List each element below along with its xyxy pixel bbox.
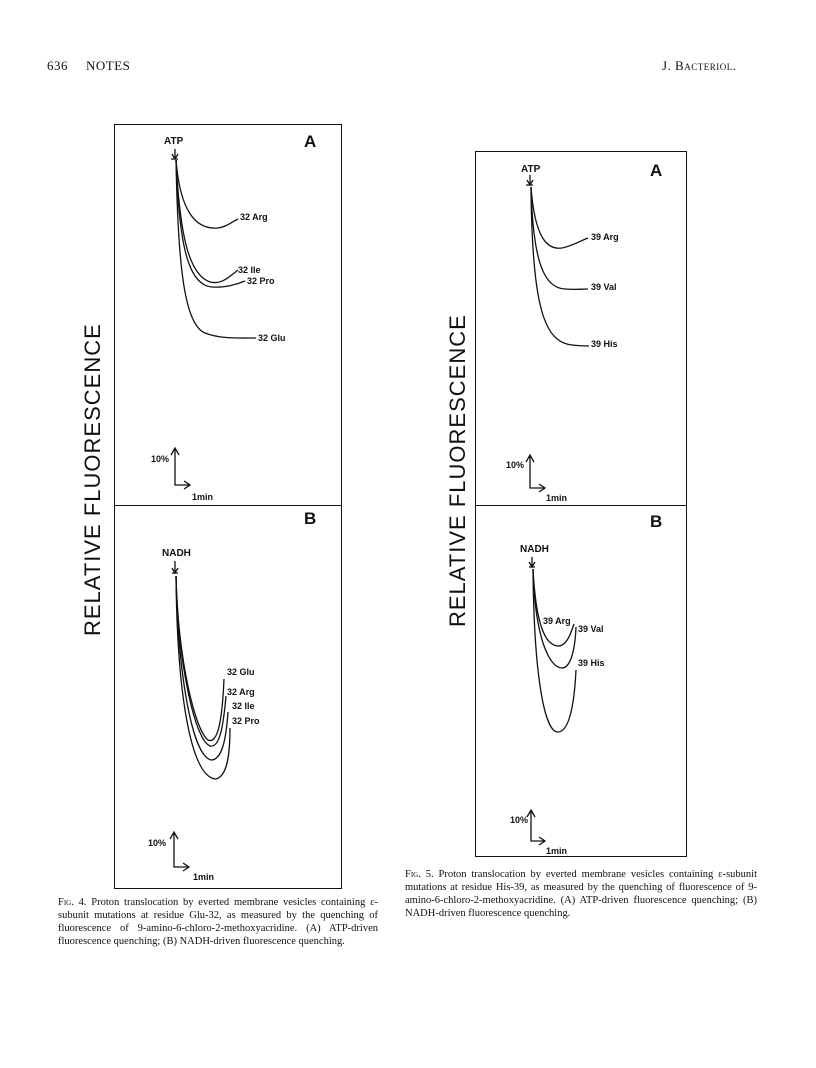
fig4-panel-b-letter: B	[304, 509, 317, 528]
fig5-b-trace	[533, 569, 574, 646]
fig5-b-trigger-arrow	[529, 557, 535, 567]
fig5-b-trigger-label: NADH	[520, 544, 549, 555]
fig4-b-trigger-label: NADH	[162, 548, 191, 559]
fig5-b-scale-x-label: 1min	[546, 846, 568, 856]
fig4-a-trigger-label: ATP	[164, 136, 184, 147]
fig5-caption-text: Proton translocation by everted membrane vesicles containing ε-subunit mutations at residue His-39, as measured by the quenching of fluorescence of 9-amino-6-chloro-2-methoxyacridine. (A) ATP-driven fluorescence quenching; (B) NADH-driven fluorescence quenching.	[405, 869, 757, 919]
fig5-a-curve-label: 39 Val	[591, 282, 617, 292]
fig5-caption	[405, 868, 757, 920]
fig4-a-curve-label: 32 Glu	[258, 333, 286, 343]
fig4-b-curve-label: 32 Glu	[227, 667, 255, 677]
fig5-a-trace	[531, 187, 588, 248]
fig4-a-curve-label: 32 Ile	[238, 265, 261, 275]
fig5-caption-label: Fig. 5.	[405, 869, 434, 880]
fig5-b-curve-label: 39 Val	[578, 624, 604, 634]
fig5-b-curve-label: 39 Arg	[543, 616, 571, 626]
fig5-a-trace	[531, 187, 588, 289]
fig4-y-axis-label: RELATIVE FLUORESCENCE	[80, 323, 105, 636]
fig5-a-scale-bar	[526, 455, 545, 492]
section-title: NOTES	[86, 58, 131, 73]
fig4-b-curve-label: 32 Ile	[232, 701, 255, 711]
fig4-caption-label: Fig. 4.	[58, 897, 87, 908]
fig4-a-curve-label: 32 Pro	[247, 276, 275, 286]
fig5-a-scale-y-label: 10%	[506, 460, 525, 470]
fig4-b-curve-label: 32 Arg	[227, 687, 255, 697]
fig5-a-curve-label: 39 Arg	[591, 232, 619, 242]
fig4-panel-a-letter: A	[304, 132, 317, 151]
page-number: 636	[47, 58, 68, 73]
fig4-a-scale-y-label: 10%	[151, 454, 170, 464]
journal-title: J. Bacteriol.	[662, 58, 737, 73]
fig4-b-curve-label: 32 Pro	[232, 716, 260, 726]
fig4-a-scale-x-label: 1min	[192, 492, 214, 502]
fig5-a-trace	[531, 187, 589, 346]
fig5-y-axis-label: RELATIVE FLUORESCENCE	[445, 314, 470, 627]
fig5-a-trigger-label: ATP	[521, 164, 541, 175]
fig5-b-trace	[533, 569, 576, 732]
fig5-b-scale-y-label: 10%	[510, 815, 529, 825]
fig5-panel-a-letter: A	[650, 161, 663, 180]
fig4-b-scale-x-label: 1min	[193, 872, 215, 882]
fig5-b-scale-bar	[527, 810, 545, 845]
fig4-caption-text: Proton translocation by everted membrane vesicles containing ε-subunit mutations at residue Glu-32, as measured by the quenching of fluorescence of 9-amino-6-chloro-2-methoxyacridine. (A) ATP-driven fluorescence quenching; (B) NADH-driven fluorescence quenching.	[58, 897, 378, 947]
fig5-a-curve-label: 39 His	[591, 339, 618, 349]
fig5-a-scale-x-label: 1min	[546, 493, 568, 503]
fig4-b-scale-y-label: 10%	[148, 838, 167, 848]
fig5-b-curve-label: 39 His	[578, 658, 605, 668]
fig5-panel-b-letter: B	[650, 512, 663, 531]
fig4-a-curve-label: 32 Arg	[240, 212, 268, 222]
fig5-a-trigger-arrow	[526, 175, 533, 185]
